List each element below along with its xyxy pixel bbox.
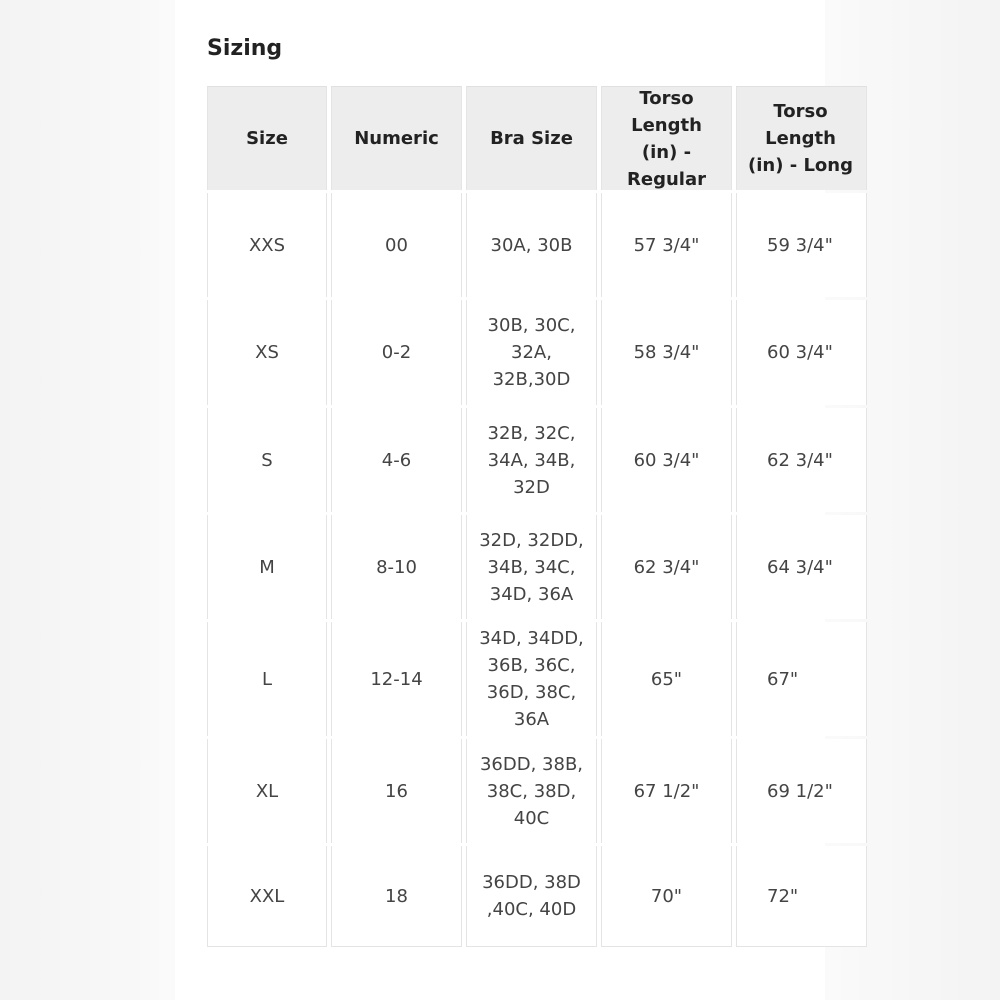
cell-bra-size: 34D, 34DD, 36B, 36C, 36D, 38C, 36A xyxy=(466,622,597,736)
cell-numeric: 18 xyxy=(331,846,462,947)
cell-numeric: 0-2 xyxy=(331,300,462,405)
cell-torso-long: 60 3/4" xyxy=(736,300,867,405)
cell-numeric: 16 xyxy=(331,739,462,843)
cell-numeric: 8-10 xyxy=(331,515,462,619)
cell-numeric: 4-6 xyxy=(331,408,462,512)
cell-numeric: 00 xyxy=(331,193,462,297)
cell-torso-regular: 57 3/4" xyxy=(601,193,732,297)
sizing-panel xyxy=(175,0,853,1000)
sizing-table xyxy=(207,86,867,947)
cell-bra-size: 32B, 32C, 34A, 34B, 32D xyxy=(466,408,597,512)
cell-size: XXL xyxy=(207,846,327,947)
header-numeric: Numeric xyxy=(331,86,462,190)
cell-bra-size: 36DD, 38D ,40C, 40D xyxy=(466,846,597,947)
cell-size: M xyxy=(207,515,327,619)
cell-bra-size: 32D, 32DD, 34B, 34C, 34D, 36A xyxy=(466,515,597,619)
header-bra-size: Bra Size xyxy=(466,86,597,190)
cell-torso-regular: 70" xyxy=(601,846,732,947)
cell-bra-size: 36DD, 38B, 38C, 38D, 40C xyxy=(466,739,597,843)
background-left xyxy=(0,0,175,1000)
cell-size: XS xyxy=(207,300,327,405)
page-title: Sizing xyxy=(207,36,283,61)
cell-torso-regular: 62 3/4" xyxy=(601,515,732,619)
header-torso-long: Torso Length (in) - Long xyxy=(736,86,867,190)
cell-size: XL xyxy=(207,739,327,843)
cell-numeric: 12-14 xyxy=(331,622,462,736)
cell-size: L xyxy=(207,622,327,736)
cell-size: S xyxy=(207,408,327,512)
cell-torso-long: 69 1/2" xyxy=(736,739,867,843)
cell-bra-size: 30A, 30B xyxy=(466,193,597,297)
cell-torso-regular: 65" xyxy=(601,622,732,736)
cell-torso-regular: 67 1/2" xyxy=(601,739,732,843)
cell-torso-long: 64 3/4" xyxy=(736,515,867,619)
cell-bra-size: 30B, 30C, 32A, 32B,30D xyxy=(466,300,597,405)
cell-torso-regular: 58 3/4" xyxy=(601,300,732,405)
header-torso-regular: Torso Length (in) - Regular xyxy=(601,86,732,190)
cell-torso-long: 59 3/4" xyxy=(736,193,867,297)
header-size: Size xyxy=(207,86,327,190)
cell-torso-regular: 60 3/4" xyxy=(601,408,732,512)
cell-torso-long: 62 3/4" xyxy=(736,408,867,512)
cell-size: XXS xyxy=(207,193,327,297)
cell-torso-long: 72" xyxy=(736,846,867,947)
sizing-table-scroll[interactable] xyxy=(207,86,853,938)
cell-torso-long: 67" xyxy=(736,622,867,736)
